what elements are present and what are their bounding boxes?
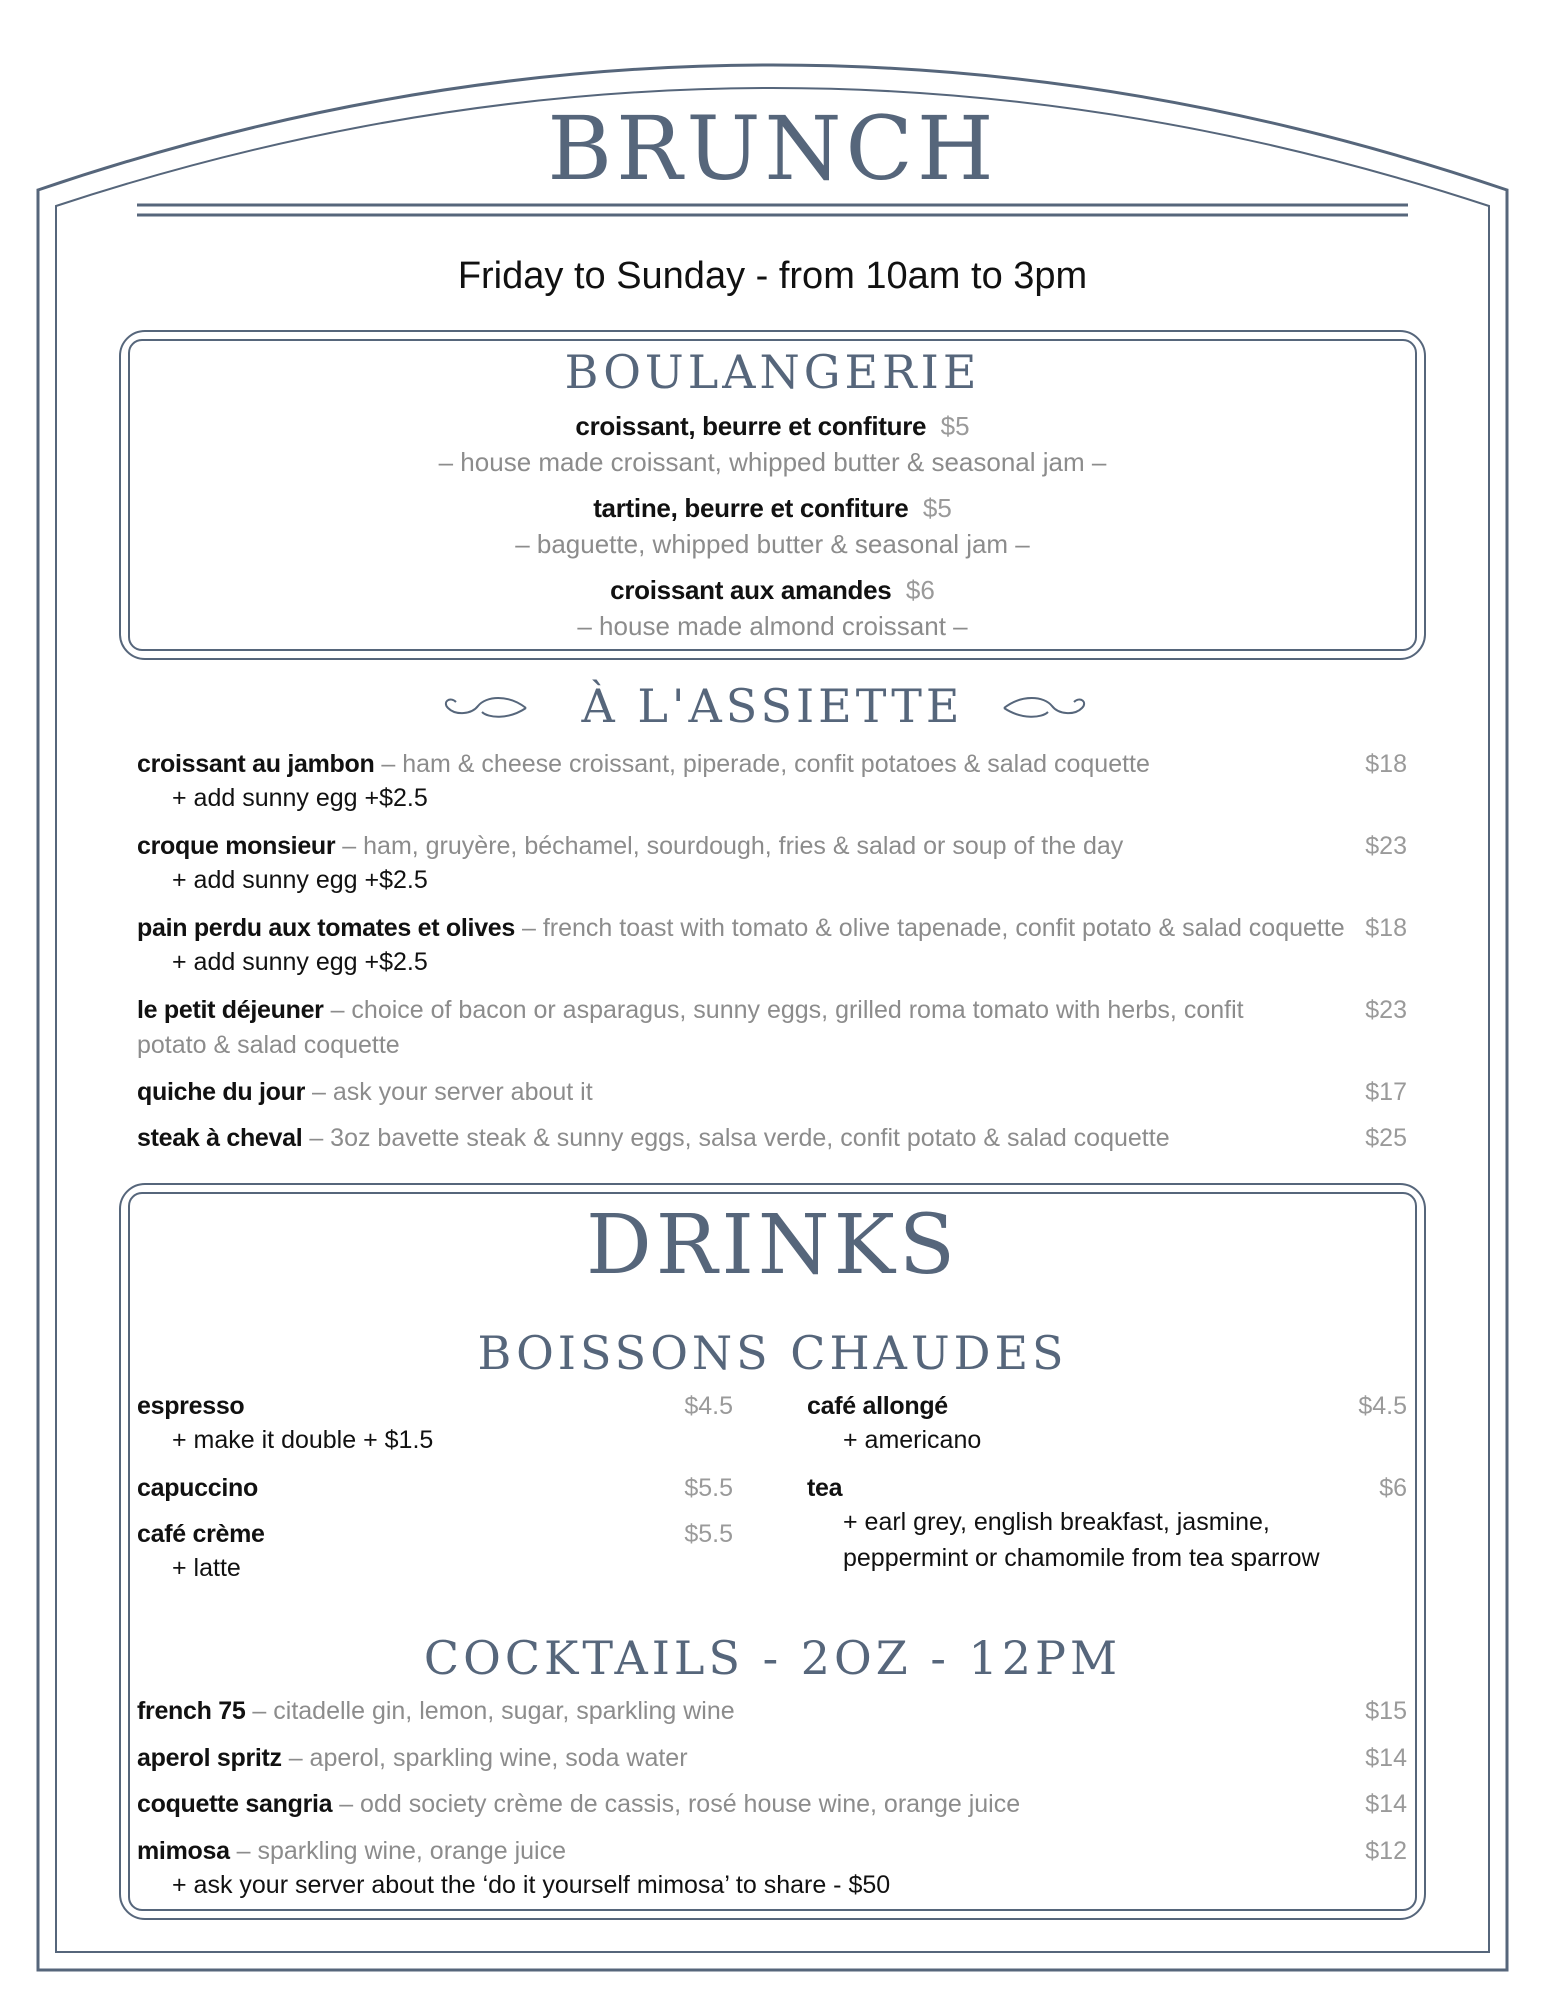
item-addon: peppermint or chamomile from tea sparrow bbox=[843, 1544, 1320, 1572]
item-description: – sparkling wine, orange juice bbox=[236, 1837, 566, 1865]
item-description: – french toast with tomato & olive tapenade, confit potato & salad coquette bbox=[521, 914, 1345, 942]
assiette-item bbox=[137, 1075, 1407, 1110]
item-name: capuccino bbox=[137, 1474, 258, 1502]
item-name: quiche du jour bbox=[137, 1078, 306, 1106]
hot-drink-item bbox=[137, 1389, 733, 1424]
item-price: $12 bbox=[1365, 1837, 1407, 1865]
item-name: pain perdu aux tomates et olives bbox=[137, 914, 516, 942]
item-price: $14 bbox=[1365, 1790, 1407, 1818]
item-addon: + add sunny egg +$2.5 bbox=[172, 784, 428, 812]
item-name: coquette sangria bbox=[137, 1790, 333, 1818]
assiette-item bbox=[137, 1121, 1407, 1156]
item-price: $23 bbox=[1365, 832, 1407, 860]
assiette-item bbox=[137, 829, 1407, 864]
item-name: le petit déjeuner bbox=[137, 996, 324, 1024]
item-description: – house made almond croissant – bbox=[577, 611, 968, 641]
item-name: croissant aux amandes bbox=[610, 575, 892, 605]
item-name: café allongé bbox=[807, 1392, 948, 1420]
item-price: $14 bbox=[1365, 1744, 1407, 1772]
item-price: $15 bbox=[1365, 1697, 1407, 1725]
item-description: – aperol, sparkling wine, soda water bbox=[288, 1744, 688, 1772]
hot-drink-item bbox=[137, 1517, 733, 1552]
item-addon: + make it double + $1.5 bbox=[172, 1426, 434, 1454]
item-name: mimosa bbox=[137, 1837, 230, 1865]
drinks-title: DRINKS bbox=[585, 1198, 960, 1293]
item-addon: + add sunny egg +$2.5 bbox=[172, 948, 428, 976]
item-name: tartine, beurre et confiture bbox=[593, 493, 909, 523]
assiette-item bbox=[137, 911, 1407, 946]
cocktail-item bbox=[137, 1741, 1407, 1776]
item-name: croissant au jambon bbox=[137, 750, 375, 778]
item-name: croissant, beurre et confiture bbox=[575, 411, 927, 441]
item-name: aperol spritz bbox=[137, 1744, 282, 1772]
assiette-title: À L'ASSIETTE bbox=[581, 679, 964, 733]
item-description: – ask your server about it bbox=[311, 1078, 593, 1106]
item-description: – odd society crème de cassis, rosé house wine, orange juice bbox=[339, 1790, 1021, 1818]
hot-drinks-title: BOISSONS CHAUDES bbox=[477, 1326, 1068, 1380]
item-addon: + latte bbox=[172, 1554, 241, 1582]
item-description: – 3oz bavette steak & sunny eggs, salsa verde, confit potato & salad coquette bbox=[309, 1124, 1170, 1152]
item-name: tea bbox=[807, 1474, 843, 1502]
cocktail-item bbox=[137, 1834, 1407, 1869]
hot-drink-item bbox=[807, 1471, 1407, 1506]
item-price: $5 bbox=[940, 411, 970, 441]
cocktail-item bbox=[137, 1787, 1407, 1822]
item-price: $17 bbox=[1365, 1078, 1407, 1106]
flourish-right-icon bbox=[1002, 688, 1092, 728]
item-price: $6 bbox=[1379, 1474, 1407, 1502]
item-price: $5.5 bbox=[684, 1474, 733, 1502]
item-price: $25 bbox=[1365, 1124, 1407, 1152]
boulangerie-item bbox=[0, 575, 1545, 606]
item-price: $4.5 bbox=[684, 1392, 733, 1420]
hot-drink-item bbox=[137, 1471, 733, 1506]
item-description: – ham, gruyère, béchamel, sourdough, fries & salad or soup of the day bbox=[342, 832, 1124, 860]
item-price: $5 bbox=[922, 493, 952, 523]
service-hours: Friday to Sunday - from 10am to 3pm bbox=[457, 255, 1088, 297]
page-title: BRUNCH bbox=[547, 97, 998, 200]
assiette-item bbox=[137, 993, 1407, 1063]
item-description: – ham & cheese croissant, piperade, confit potatoes & salad coquette bbox=[381, 750, 1150, 778]
item-price: $23 bbox=[1365, 996, 1407, 1024]
item-addon: + earl grey, english breakfast, jasmine, bbox=[843, 1508, 1270, 1536]
item-name: espresso bbox=[137, 1392, 245, 1420]
item-description: – baguette, whipped butter & seasonal jam – bbox=[515, 529, 1030, 559]
item-name: croque monsieur bbox=[137, 832, 336, 860]
cocktails-title: COCKTAILS - 2OZ - 12PM bbox=[423, 1631, 1122, 1685]
cocktail-item bbox=[137, 1694, 1407, 1729]
item-name: french 75 bbox=[137, 1697, 246, 1725]
boulangerie-title: BOULANGERIE bbox=[564, 345, 981, 399]
item-price: $6 bbox=[905, 575, 935, 605]
item-price: $18 bbox=[1365, 914, 1407, 942]
boulangerie-item bbox=[0, 493, 1545, 524]
item-price: $18 bbox=[1365, 750, 1407, 778]
item-name: café crème bbox=[137, 1520, 265, 1548]
boulangerie-item bbox=[0, 411, 1545, 442]
item-addon: + add sunny egg +$2.5 bbox=[172, 866, 428, 894]
item-addon: + americano bbox=[843, 1426, 982, 1454]
item-name: steak à cheval bbox=[137, 1124, 303, 1152]
item-description: – citadelle gin, lemon, sugar, sparkling wine bbox=[252, 1697, 735, 1725]
item-price: $5.5 bbox=[684, 1520, 733, 1548]
assiette-item bbox=[137, 747, 1407, 782]
hot-drink-item bbox=[807, 1389, 1407, 1424]
item-description: – choice of bacon or asparagus, sunny eggs, grilled roma tomato with herbs, confit potato & salad coquette bbox=[137, 996, 1244, 1059]
item-description: – house made croissant, whipped butter & seasonal jam – bbox=[438, 447, 1107, 477]
item-price: $4.5 bbox=[1358, 1392, 1407, 1420]
item-addon: + ask your server about the ‘do it yourself mimosa’ to share - $50 bbox=[172, 1871, 891, 1899]
